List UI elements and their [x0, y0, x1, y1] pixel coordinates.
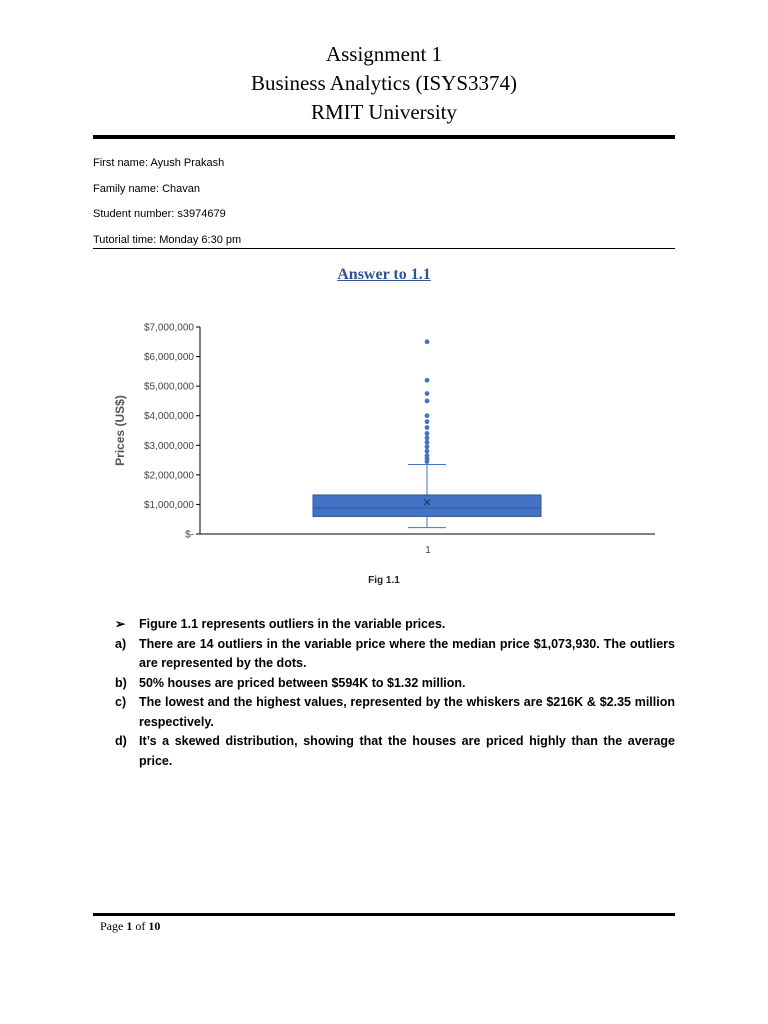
list-marker: b) [115, 675, 127, 690]
y-axis-title: Prices (US$) [113, 395, 127, 466]
list-item [115, 674, 675, 694]
outlier-point [425, 339, 430, 344]
outlier-point [425, 419, 430, 424]
y-tick-label: $1,000,000 [143, 499, 194, 511]
info-rule [93, 248, 675, 249]
price-boxplot-chart [93, 312, 675, 562]
list-item [115, 732, 675, 771]
tutorial-time: Tutorial time: Monday 6:30 pm [93, 234, 242, 246]
student-number: Student number: s3974679 [93, 208, 226, 220]
y-tick-label: $4,000,000 [143, 411, 194, 423]
outlier-point [425, 449, 430, 454]
footer-of-word: of [135, 919, 146, 933]
header-university: RMIT University [310, 100, 458, 124]
outlier-point [425, 413, 430, 418]
list-text: Figure 1.1 represents outliers in the variable prices. [139, 617, 446, 631]
list-text: The lowest and the highest values, represented by the whiskers are $216K & $2.35 million respectively. [139, 695, 675, 729]
outlier-point [425, 431, 430, 436]
header-rule [93, 135, 675, 139]
document-header [0, 40, 768, 127]
header-course: Business Analytics (ISYS3374) [250, 71, 517, 95]
y-tick-label: $2,000,000 [143, 470, 194, 482]
outlier-point [425, 453, 430, 458]
footer-page-word: Page [100, 919, 124, 933]
y-tick-label: $- [185, 529, 194, 541]
outlier-point [425, 440, 430, 445]
y-tick-label: $7,000,000 [143, 322, 194, 334]
figure-caption: Fig 1.1 [368, 575, 400, 586]
outlier-point [425, 444, 430, 449]
footer-page-total: 10 [148, 919, 161, 933]
list-marker: ➢ [115, 617, 126, 631]
outlier-point [425, 425, 430, 430]
y-tick-label: $6,000,000 [143, 352, 194, 364]
header-assignment: Assignment 1 [325, 42, 443, 66]
answer-title: Answer to 1.1 [337, 266, 431, 283]
page-footer [100, 919, 160, 934]
list-item [115, 635, 675, 674]
x-tick-label: 1 [425, 545, 431, 556]
y-tick-label: $5,000,000 [143, 381, 194, 393]
list-item [115, 693, 675, 732]
outlier-point [425, 391, 430, 396]
list-text: 50% houses are priced between $594K to $1.32 million. [139, 675, 466, 690]
family-name: Family name: Chavan [93, 183, 200, 195]
iqr-box [313, 495, 541, 516]
list-marker: a) [115, 636, 127, 651]
outlier-point [425, 435, 430, 440]
list-text: It’s a skewed distribution, showing that the houses are priced highly than the average price. [139, 734, 675, 768]
outlier-point [425, 378, 430, 383]
y-tick-label: $3,000,000 [143, 440, 194, 452]
footer-rule [93, 913, 675, 916]
footer-page-number: 1 [126, 919, 133, 933]
list-text: There are 14 outliers in the variable price where the median price $1,073,930. The outliers are represented by the dots. [139, 636, 675, 670]
findings-list [115, 615, 675, 771]
list-marker: c) [115, 695, 127, 709]
list-marker: d) [115, 734, 127, 748]
first-name: First name: Ayush Prakash [93, 157, 225, 169]
list-item [115, 615, 675, 635]
outlier-point [425, 399, 430, 404]
